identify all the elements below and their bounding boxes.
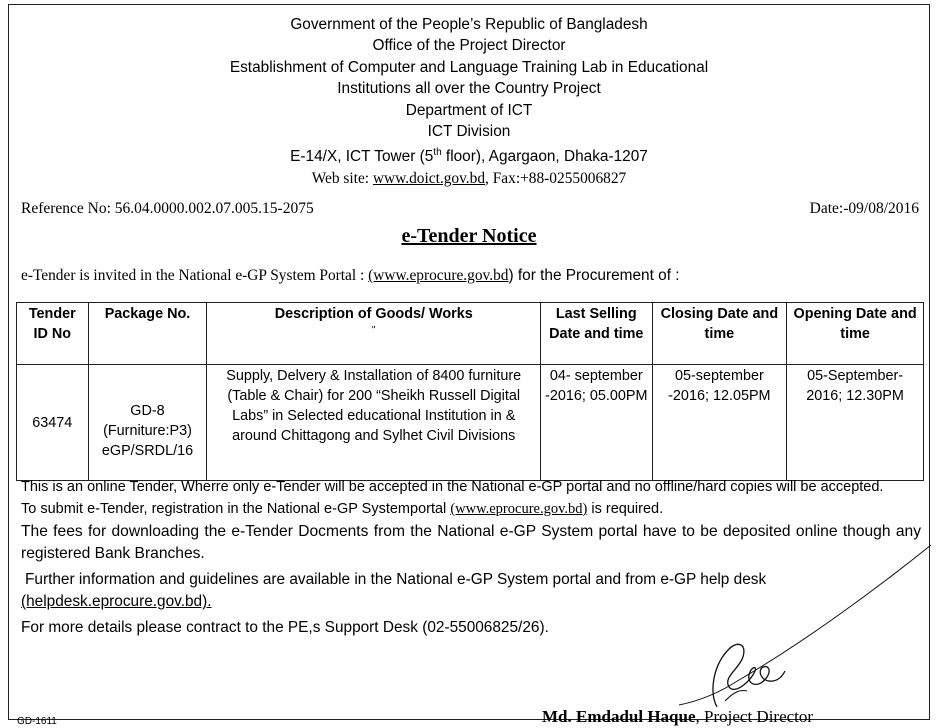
header-office: Office of the Project Director — [372, 37, 566, 55]
header-department: Department of ICT — [405, 101, 533, 119]
header-address: E-14/X, ICT Tower (5th floor), Agargaon, Dhaka-1207 — [290, 147, 648, 166]
cell-tender-id: 63474 — [17, 365, 89, 481]
website-link[interactable]: www.doict.gov.bd — [372, 169, 486, 187]
header-government: Government of the People’s Republic of Bangladesh — [290, 16, 648, 33]
cell-description: Supply, Delvery & Installation of 8400 furniture (Table & Chair) for 200 “Sheikh Russell Digital Labs” in Selected educational Institution in & around Chittagong and Sylhet Civil Divisions — [207, 365, 541, 481]
col-tender-id: Tender ID No — [17, 303, 89, 365]
note-guidelines: Further information and guidelines are available in the National e-GP System portal and from e-GP help desk (helpdesk.eprocure.gov.bd). — [21, 571, 767, 610]
notice-page — [8, 4, 930, 727]
cell-opening: 05-September- 2016; 12.30PM — [787, 365, 924, 481]
header-contact: Web site: www.doict.gov.bd, Fax:+88-0255006827 — [311, 169, 627, 187]
col-opening: Opening Date and time — [787, 303, 924, 365]
reference-row — [21, 200, 919, 218]
notice-title: e-Tender Notice — [401, 225, 537, 247]
table-row — [17, 365, 924, 481]
header-project-line1: Establishment of Computer and Language Training Lab in Educational — [229, 58, 709, 76]
col-description: Description of Goods/ Works " — [207, 303, 541, 365]
table-header-row — [17, 303, 924, 365]
eprocure-link[interactable]: (www.eprocure.gov.bd — [368, 267, 509, 284]
note-fees: The fees for downloading the e-Tender Docments from the National e-GP System portal have to be deposited online though any registered Bank Branches. — [21, 523, 921, 562]
signatory-name: Md. Emdadul Haque — [542, 707, 696, 726]
col-package: Package No. — [88, 303, 207, 365]
header-division: ICT Division — [427, 123, 511, 141]
col-closing: Closing Date and time — [652, 303, 787, 365]
footer-code: GD-1611 — [17, 716, 57, 727]
cell-package: GD-8 (Furniture:P3) eGP/SRDL/16 — [88, 365, 207, 481]
cell-last-selling: 04- september -2016; 05.00PM — [540, 365, 652, 481]
signature-flourish-line — [649, 505, 931, 715]
letterhead — [9, 14, 929, 189]
signatory — [542, 707, 813, 727]
signature-icon — [699, 637, 789, 709]
notice-date: Date:-09/08/2016 — [809, 200, 919, 217]
tender-table — [16, 302, 924, 481]
reference-number: Reference No: 56.04.0000.002.07.005.15-2075 — [21, 200, 314, 217]
signatory-title: , Project Director — [695, 707, 814, 726]
note-online-only: This is an online Tender, Wherre only e-Tender will be accepted in the National e-GP portal and no offline/hard copies will be accepted. — [21, 479, 884, 495]
helpdesk-link[interactable]: (helpdesk.eprocure.gov.bd). — [21, 593, 212, 610]
note-support-desk: For more details please contract to the PE,s Support Desk (02-55006825/26). — [21, 619, 549, 636]
header-project-line2: Institutions all over the Country Project — [337, 80, 601, 98]
cell-closing: 05-september -2016; 12.05PM — [652, 365, 787, 481]
invitation-text: e-Tender is invited in the National e-GP System Portal : (www.eprocure.gov.bd) for the Procurement of : — [21, 267, 680, 284]
note-registration: To submit e-Tender, registration in the National e-GP Systemportal (www.eprocure.gov.bd) is required. — [21, 501, 664, 517]
col-last-selling: Last Selling Date and time — [540, 303, 652, 365]
registration-link[interactable]: (www.eprocure.gov.bd) — [450, 501, 588, 517]
